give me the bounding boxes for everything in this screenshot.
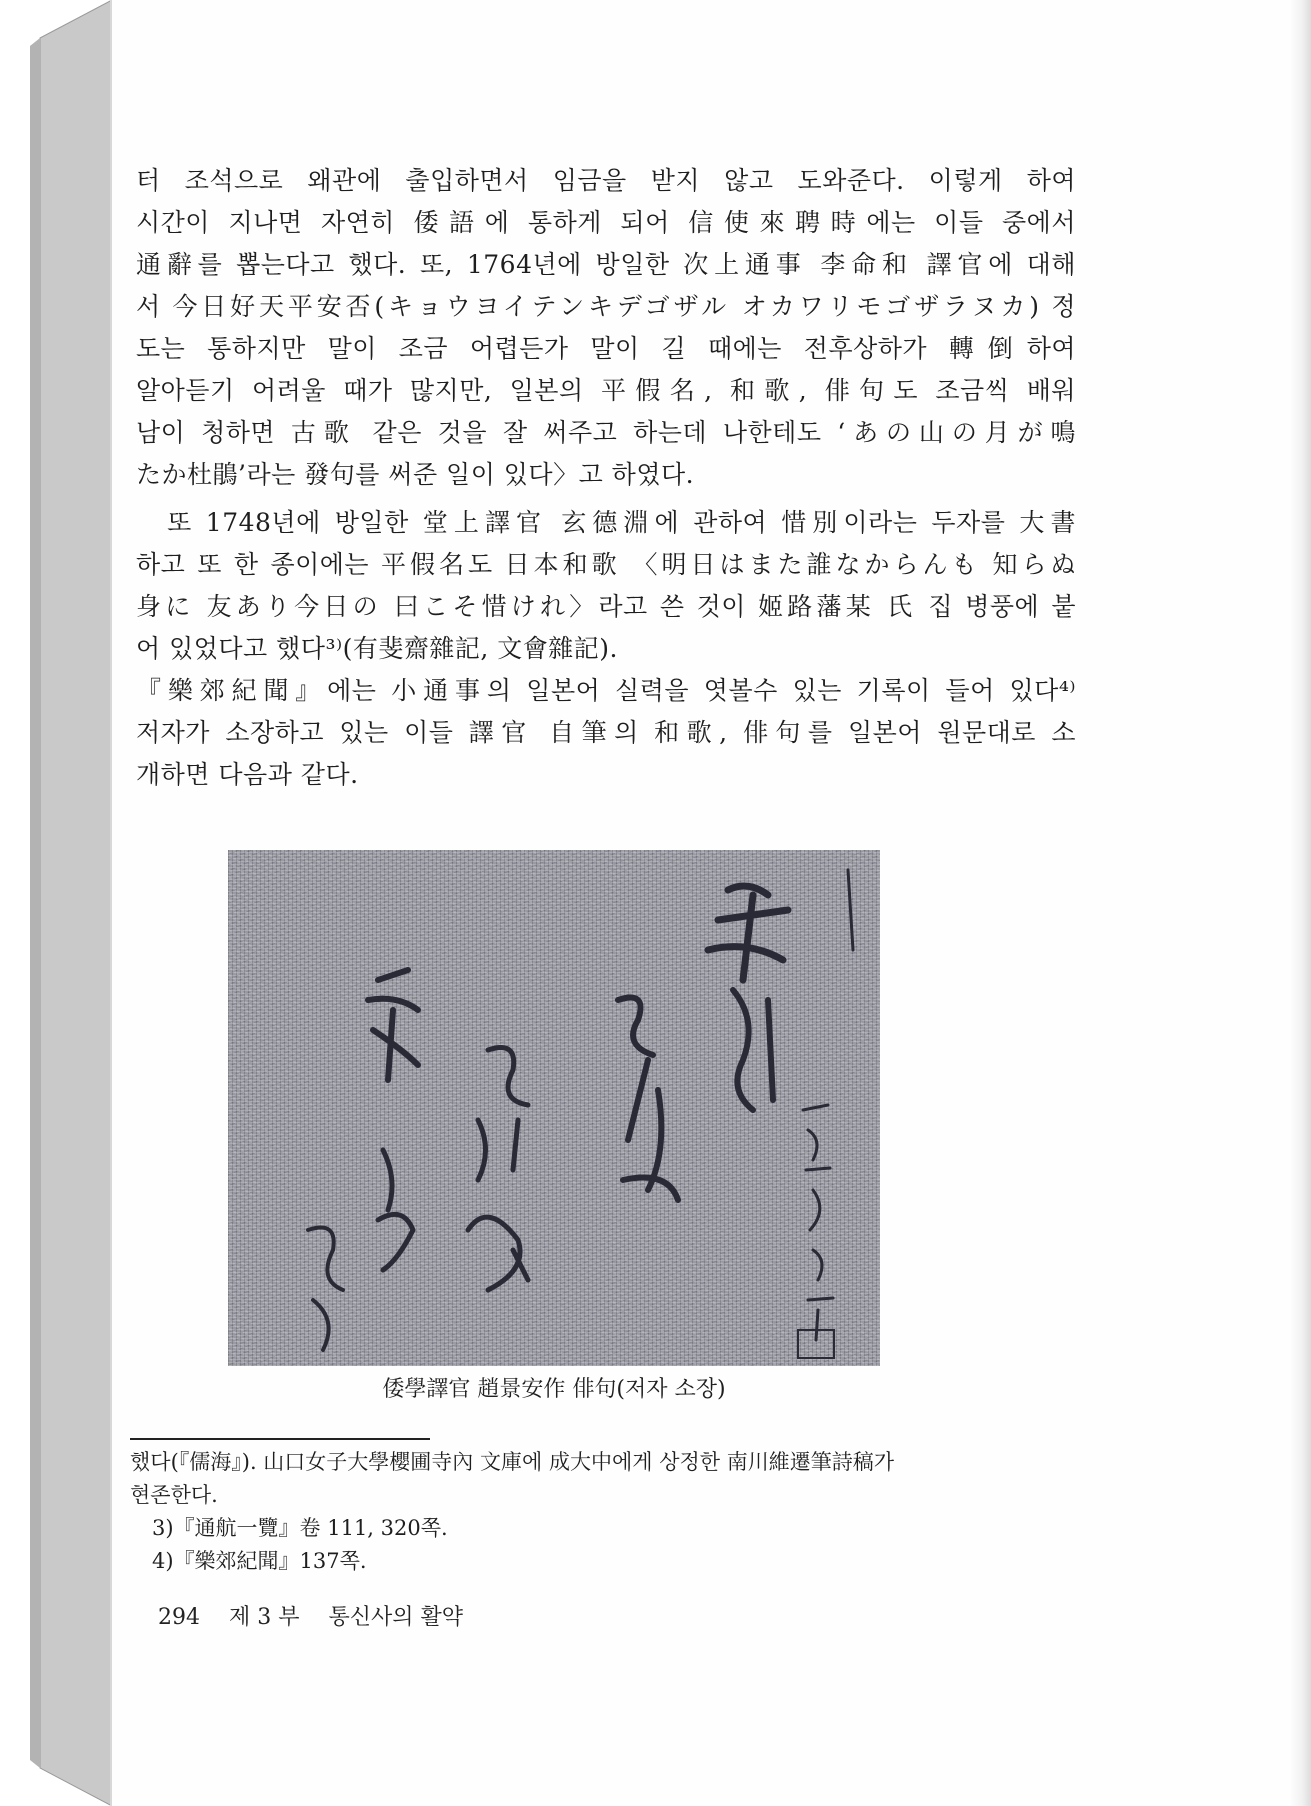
footnote-divider — [130, 1438, 430, 1440]
body-line: 身に 友あり今日の 曰こそ惜けれ〉라고 쓴 것이 姬路藩某 氏 집 병풍에 붙 — [136, 592, 1076, 621]
footnotes — [130, 1446, 1080, 1578]
calligraphy-photo — [228, 850, 880, 1366]
body-line: 개하면 다음과 같다. — [136, 760, 359, 789]
body-line: 도는 통하지만 말이 조금 어렵든가 말이 길 때에는 전후상하가 轉倒하여 — [136, 334, 1076, 363]
page-number: 294 — [158, 1605, 200, 1630]
body-line: 시간이 지나면 자연히 倭語에 통하게 되어 信使來聘時에는 이들 중에서 — [136, 208, 1076, 237]
footnote-3: 3)『通航一覽』卷 111, 320쪽. — [152, 1516, 448, 1540]
running-footer — [158, 1600, 485, 1631]
figure-caption: 倭學譯官 趙景安作 俳句(저자 소장) — [382, 1377, 726, 1402]
body-line: 서 今日好天平安否(キョウヨイテンキデゴザル オカワリモゴザラヌカ) 정 — [136, 292, 1076, 321]
body-line: 남이 청하면 古歌 같은 것을 잘 써주고 하는데 나한테도 ‘あの山の月が鳴 — [136, 418, 1076, 447]
body-line: 어 있었다고 했다³⁾(有斐齋雜記, 文會雜記). — [136, 634, 618, 663]
body-line: 通辭를 뽑는다고 했다. 또, 1764년에 방일한 次上通事 李命和 譯官에 대해 — [136, 250, 1076, 279]
footnote-continuation: 현존한다. — [130, 1483, 218, 1507]
section-label: 통신사의 활약 — [328, 1605, 464, 1630]
body-line: 또 1748년에 방일한 堂上譯官 玄德淵에 관하여 惜別이라는 두자를 大書 — [136, 508, 1076, 537]
footnote-4: 4)『樂郊紀聞』137쪽. — [152, 1549, 367, 1573]
body-line: 터 조석으로 왜관에 출입하면서 임금을 받지 않고 도와준다. 이렇게 하여 — [136, 166, 1076, 195]
body-line: 『樂郊紀聞』에는 小通事의 일본어 실력을 엿볼수 있는 기록이 들어 있다⁴⁾ — [136, 676, 1076, 705]
body-line: たか杜鵑’라는 發句를 써준 일이 있다〉고 하였다. — [136, 460, 695, 489]
page-edge-shadow — [1289, 0, 1311, 1806]
body-line: 저자가 소장하고 있는 이들 譯官 自筆의 和歌, 俳句를 일본어 원문대로 소 — [136, 718, 1076, 747]
body-line: 알아듣기 어려울 때가 많지만, 일본의 平假名, 和歌, 俳句도 조금씩 배워 — [136, 376, 1076, 405]
body-text — [136, 160, 1076, 796]
body-line: 하고 또 한 종이에는 平假名도 日本和歌 〈明日はまた誰なからんも 知らぬ — [136, 550, 1076, 579]
calligraphy-strokes — [228, 850, 880, 1366]
book-spine — [0, 0, 112, 1806]
part-label: 제 3 부 — [229, 1605, 300, 1630]
footnote-continuation: 했다(『儒海』). 山口女子大學櫻圃寺內 文庫에 成大中에게 상정한 南川維遷筆詩稿가 — [130, 1450, 895, 1474]
